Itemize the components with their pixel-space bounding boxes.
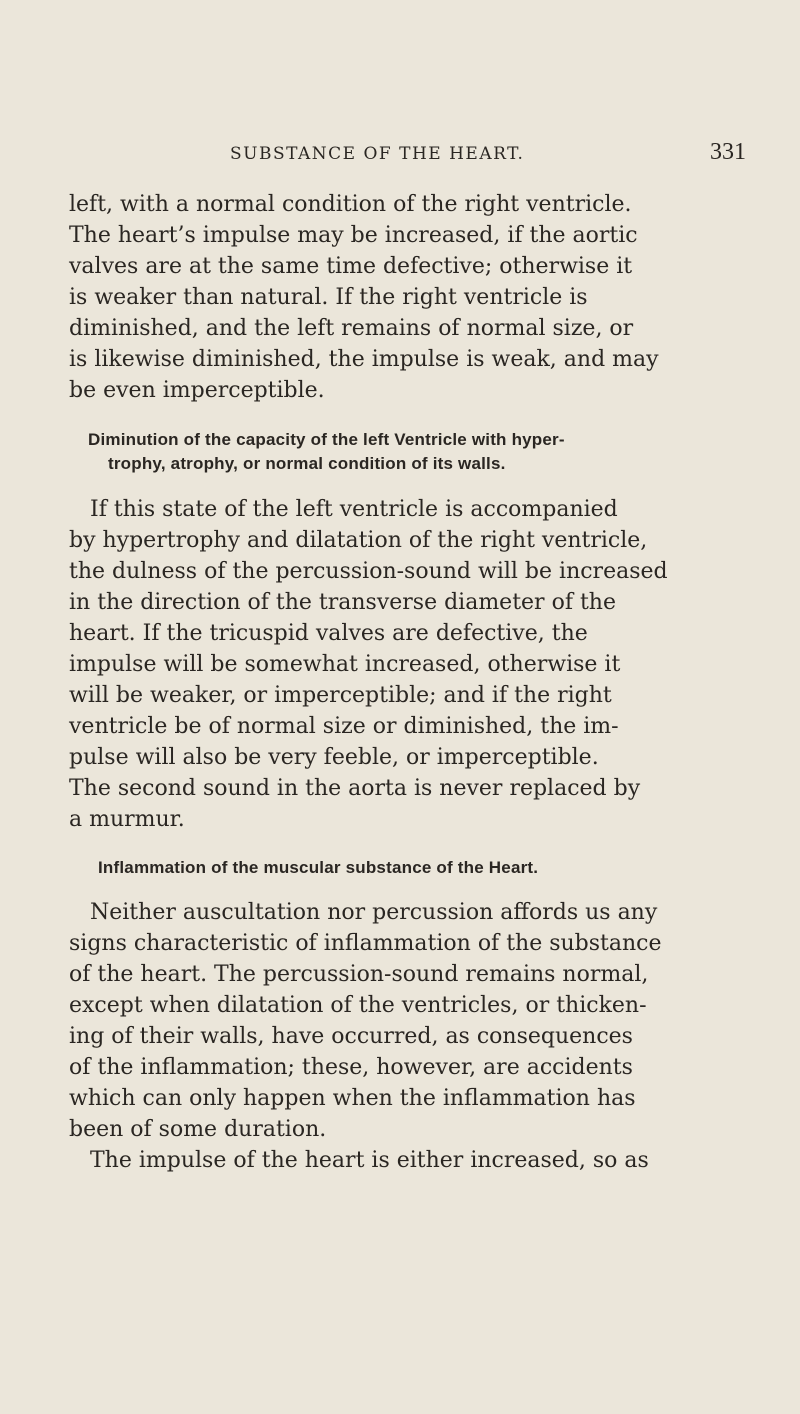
running-head-title: SUBSTANCE OF THE HEART. bbox=[230, 144, 525, 164]
paragraph-3-line: which can only happen when the inflammation has bbox=[69, 1086, 636, 1111]
paragraph-1-line: left, with a normal condition of the right ventricle. bbox=[69, 192, 632, 217]
paragraph-1-line: is weaker than natural. If the right ventricle is bbox=[69, 285, 588, 310]
paragraph-1-line: The heart’s impulse may be increased, if the aortic bbox=[69, 223, 638, 248]
section-heading: Diminution of the capacity of the left Ventricle with hyper- bbox=[88, 430, 565, 449]
paragraph-3-line: ing of their walls, have occurred, as consequences bbox=[69, 1024, 633, 1049]
paragraph-3-line: been of some duration. bbox=[69, 1117, 327, 1142]
paragraph-2-line: impulse will be somewhat increased, otherwise it bbox=[69, 652, 621, 677]
paragraph-2-line: pulse will also be very feeble, or imperceptible. bbox=[69, 745, 599, 770]
paragraph-3-line: signs characteristic of inflammation of the substance bbox=[69, 931, 662, 956]
paragraph-1-line: diminished, and the left remains of normal size, or bbox=[69, 316, 634, 341]
paragraph-3-line: Neither auscultation nor percussion affords us any bbox=[90, 900, 658, 925]
paragraph-2-line: by hypertrophy and dilatation of the right ventricle, bbox=[69, 528, 648, 553]
paragraph-2-line: The second sound in the aorta is never replaced by bbox=[69, 776, 641, 801]
paragraph-2-line: heart. If the tricuspid valves are defective, the bbox=[69, 621, 588, 646]
paragraph-1-line: is likewise diminished, the impulse is weak, and may bbox=[69, 347, 659, 372]
paragraph-4-line: The impulse of the heart is either increased, so as bbox=[90, 1148, 649, 1173]
section-heading: trophy, atrophy, or normal condition of its walls. bbox=[108, 454, 506, 473]
paragraph-2-line: a murmur. bbox=[69, 807, 185, 832]
paragraph-2-line: ventricle be of normal size or diminished, the im- bbox=[69, 714, 619, 739]
paragraph-2-line: will be weaker, or imperceptible; and if the right bbox=[69, 683, 612, 708]
paragraph-1-line: be even imperceptible. bbox=[69, 378, 325, 403]
paragraph-3-line: except when dilatation of the ventricles, or thicken- bbox=[69, 993, 647, 1018]
paragraph-3-line: of the heart. The percussion-sound remains normal, bbox=[69, 962, 649, 987]
paragraph-3-line: of the inflammation; these, however, are accidents bbox=[69, 1055, 633, 1080]
section-heading: Inflammation of the muscular substance of the Heart. bbox=[98, 858, 539, 877]
paragraph-2-line: the dulness of the percussion-sound will be increased bbox=[69, 559, 668, 584]
page-number: 331 bbox=[710, 139, 746, 165]
paragraph-1-line: valves are at the same time defective; otherwise it bbox=[69, 254, 633, 279]
paragraph-2-line: in the direction of the transverse diameter of the bbox=[69, 590, 616, 615]
paragraph-2-line: If this state of the left ventricle is accompanied bbox=[90, 497, 618, 522]
